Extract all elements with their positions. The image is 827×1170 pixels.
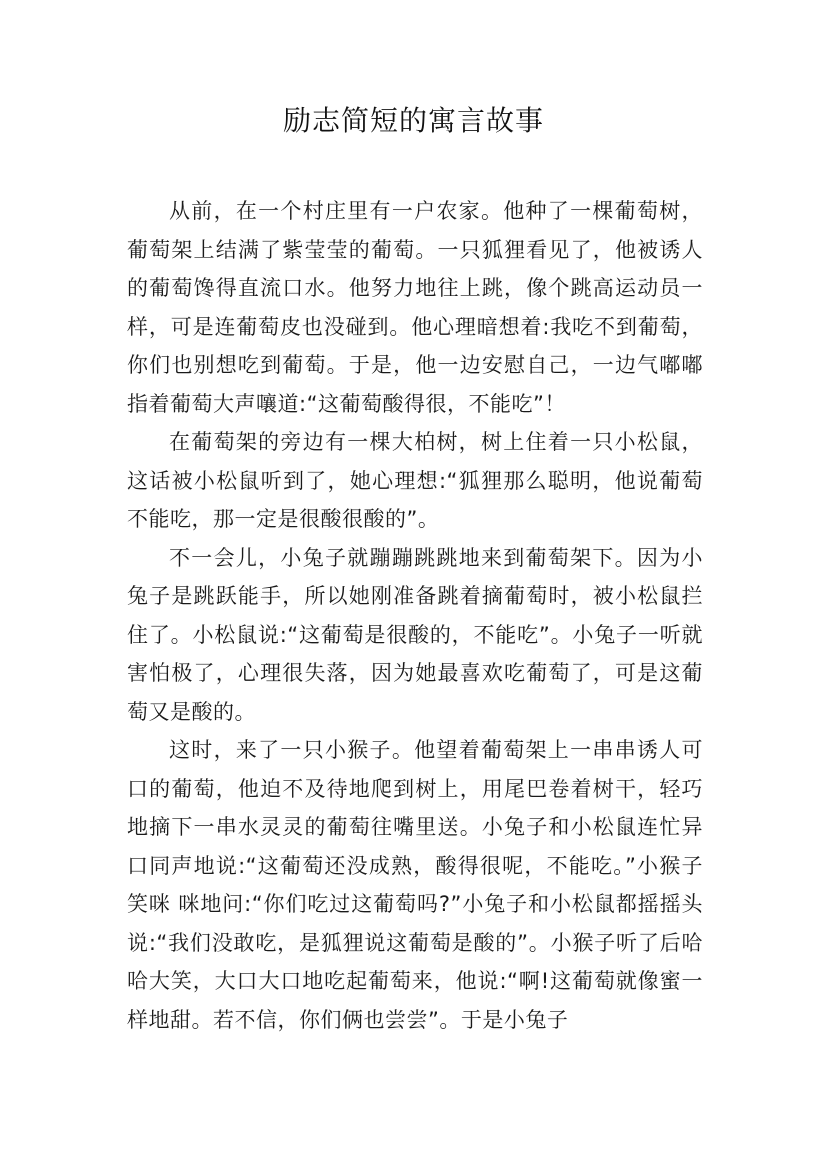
document-body [127,192,703,1039]
paragraph-rabbit: 不一会儿，小兔子就蹦蹦跳跳地来到葡萄架下。因为小兔子是跳跃能手，所以她刚准备跳着摘葡萄时，被小松鼠拦住了。小松鼠说:“这葡萄是很酸的，不能吃”。小兔子一听就害怕极了，心理很失落，因为她最喜欢吃葡萄了，可是这葡萄又是酸的。 [127,545,703,724]
page-title: 励志简短的寓言故事 [282,104,544,137]
paragraph-monkey: 这时，来了一只小猴子。他望着葡萄架上一串串诱人可口的葡萄，他迫不及待地爬到树上，用尾巴卷着树干，轻巧地摘下一串水灵灵的葡萄往嘴里送。小兔子和小松鼠连忙异口同声地说:“这葡萄还没成熟，酸得很呢，不能吃。”小猴子笑咪 咪地问:“你们吃过这葡萄吗?”小兔子和小松鼠都摇摇头说:“我们没敢吃，是狐狸说这葡萄是酸的”。小猴子听了后哈哈大笑，大口大口地吃起葡萄来，他说:“啊!这葡萄就像蜜一样地甜。若不信，你们俩也尝尝”。于是小兔子 [127,738,703,1032]
paragraph-fox: 从前，在一个村庄里有一户农家。他种了一棵葡萄树，葡萄架上结满了紫莹莹的葡萄。一只狐狸看见了，他被诱人的葡萄馋得直流口水。他努力地往上跳，像个跳高运动员一样，可是连葡萄皮也没碰到。他心理暗想着:我吃不到葡萄，你们也别想吃到葡萄。于是，他一边安慰自己，一边气嘟嘟指着葡萄大声嚷道:“这葡萄酸得很，不能吃”！ [127,199,703,416]
paragraph-squirrel: 在葡萄架的旁边有一棵大柏树，树上住着一只小松鼠，这话被小松鼠听到了，她心理想:“狐狸那么聪明，他说葡萄不能吃，那一定是很酸很酸的”。 [127,430,703,531]
